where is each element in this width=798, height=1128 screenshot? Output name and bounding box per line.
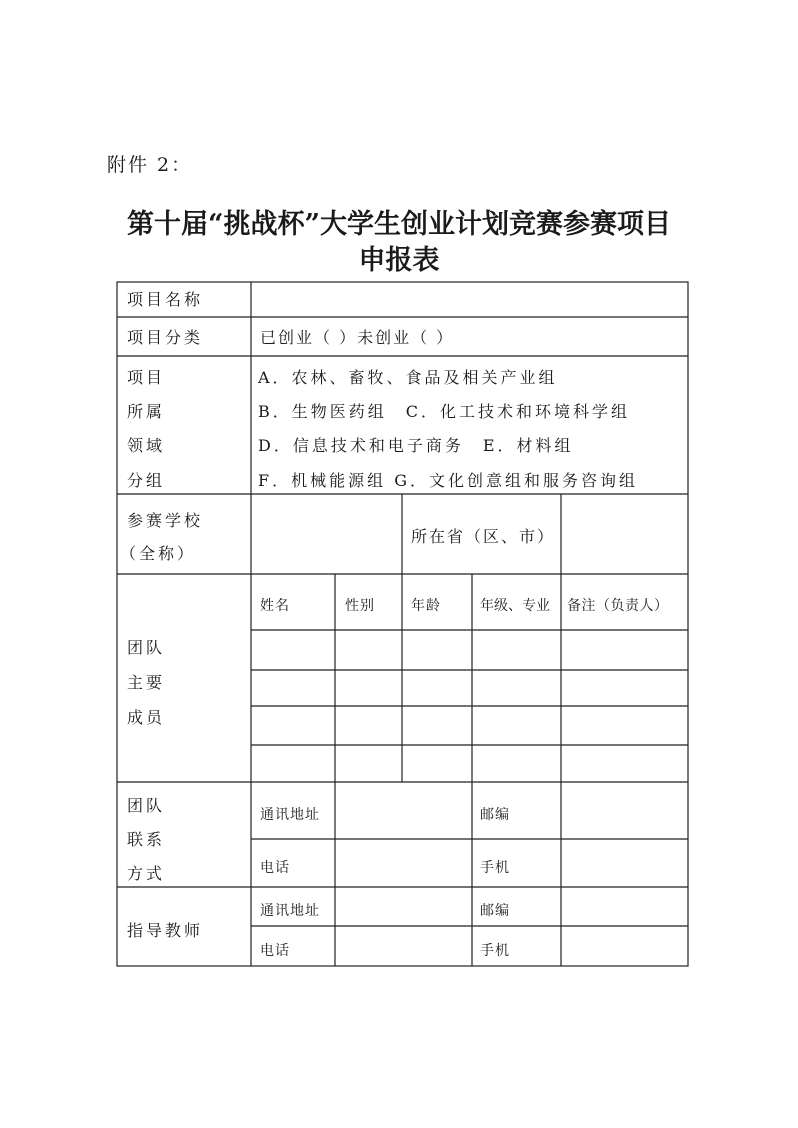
attachment-label: 附件 2： xyxy=(107,154,193,176)
member-header-age: 年龄 xyxy=(411,598,441,614)
contact-mobile-label: 手机 xyxy=(480,860,510,876)
project-name-label: 项目名称 xyxy=(127,290,204,309)
member-header-grade-major: 年级、专业 xyxy=(480,598,550,614)
member-header-remarks: 备注（负责人） xyxy=(567,598,669,614)
team-label-3: 成员 xyxy=(127,708,166,727)
field-group-option-a[interactable]: A．农林、畜牧、食品及相关产业组 xyxy=(258,368,558,387)
contact-phone-label: 电话 xyxy=(260,860,290,876)
province-field[interactable] xyxy=(562,495,687,573)
contact-label-1: 团队 xyxy=(127,796,166,815)
team-label-2: 主要 xyxy=(127,673,166,692)
team-label-1: 团队 xyxy=(127,638,166,657)
contact-postcode-label: 邮编 xyxy=(480,807,510,823)
school-label-1: 参赛学校 xyxy=(127,511,204,530)
field-group-option-de[interactable]: D．信息技术和电子商务 E．材料组 xyxy=(258,436,574,455)
advisor-address-label: 通讯地址 xyxy=(260,903,320,919)
advisor-label: 指导教师 xyxy=(127,921,204,940)
member-header-gender: 性别 xyxy=(345,598,375,614)
advisor-mobile-label: 手机 xyxy=(480,943,510,959)
form-title-line-2: 申报表 xyxy=(358,245,440,276)
project-category-options[interactable]: 已创业（ ）未创业（ ） xyxy=(260,328,455,347)
field-group-label-1: 项目 xyxy=(127,368,166,387)
field-group-label-4: 分组 xyxy=(127,471,166,490)
project-name-field[interactable] xyxy=(252,283,687,316)
contact-address-label: 通讯地址 xyxy=(260,807,320,823)
field-group-label-3: 领域 xyxy=(127,436,166,455)
advisor-phone-label: 电话 xyxy=(260,943,290,959)
province-label: 所在省（区、市） xyxy=(411,527,556,546)
school-field[interactable] xyxy=(252,495,401,573)
project-category-label: 项目分类 xyxy=(127,328,204,347)
member-header-name: 姓名 xyxy=(260,598,290,614)
field-group-option-fg[interactable]: F．机械能源组 G．文化创意组和服务咨询组 xyxy=(258,471,638,490)
form-title-line-1: 第十届“挑战杯”大学生创业计划竞赛参赛项目 xyxy=(126,209,672,240)
school-label-2: （全称） xyxy=(120,544,197,563)
contact-label-2: 联系 xyxy=(127,830,166,849)
advisor-postcode-label: 邮编 xyxy=(480,903,510,919)
contact-label-3: 方式 xyxy=(127,864,166,883)
field-group-option-bc[interactable]: B．生物医药组 C．化工技术和环境科学组 xyxy=(258,402,631,421)
field-group-label-2: 所属 xyxy=(127,402,166,421)
